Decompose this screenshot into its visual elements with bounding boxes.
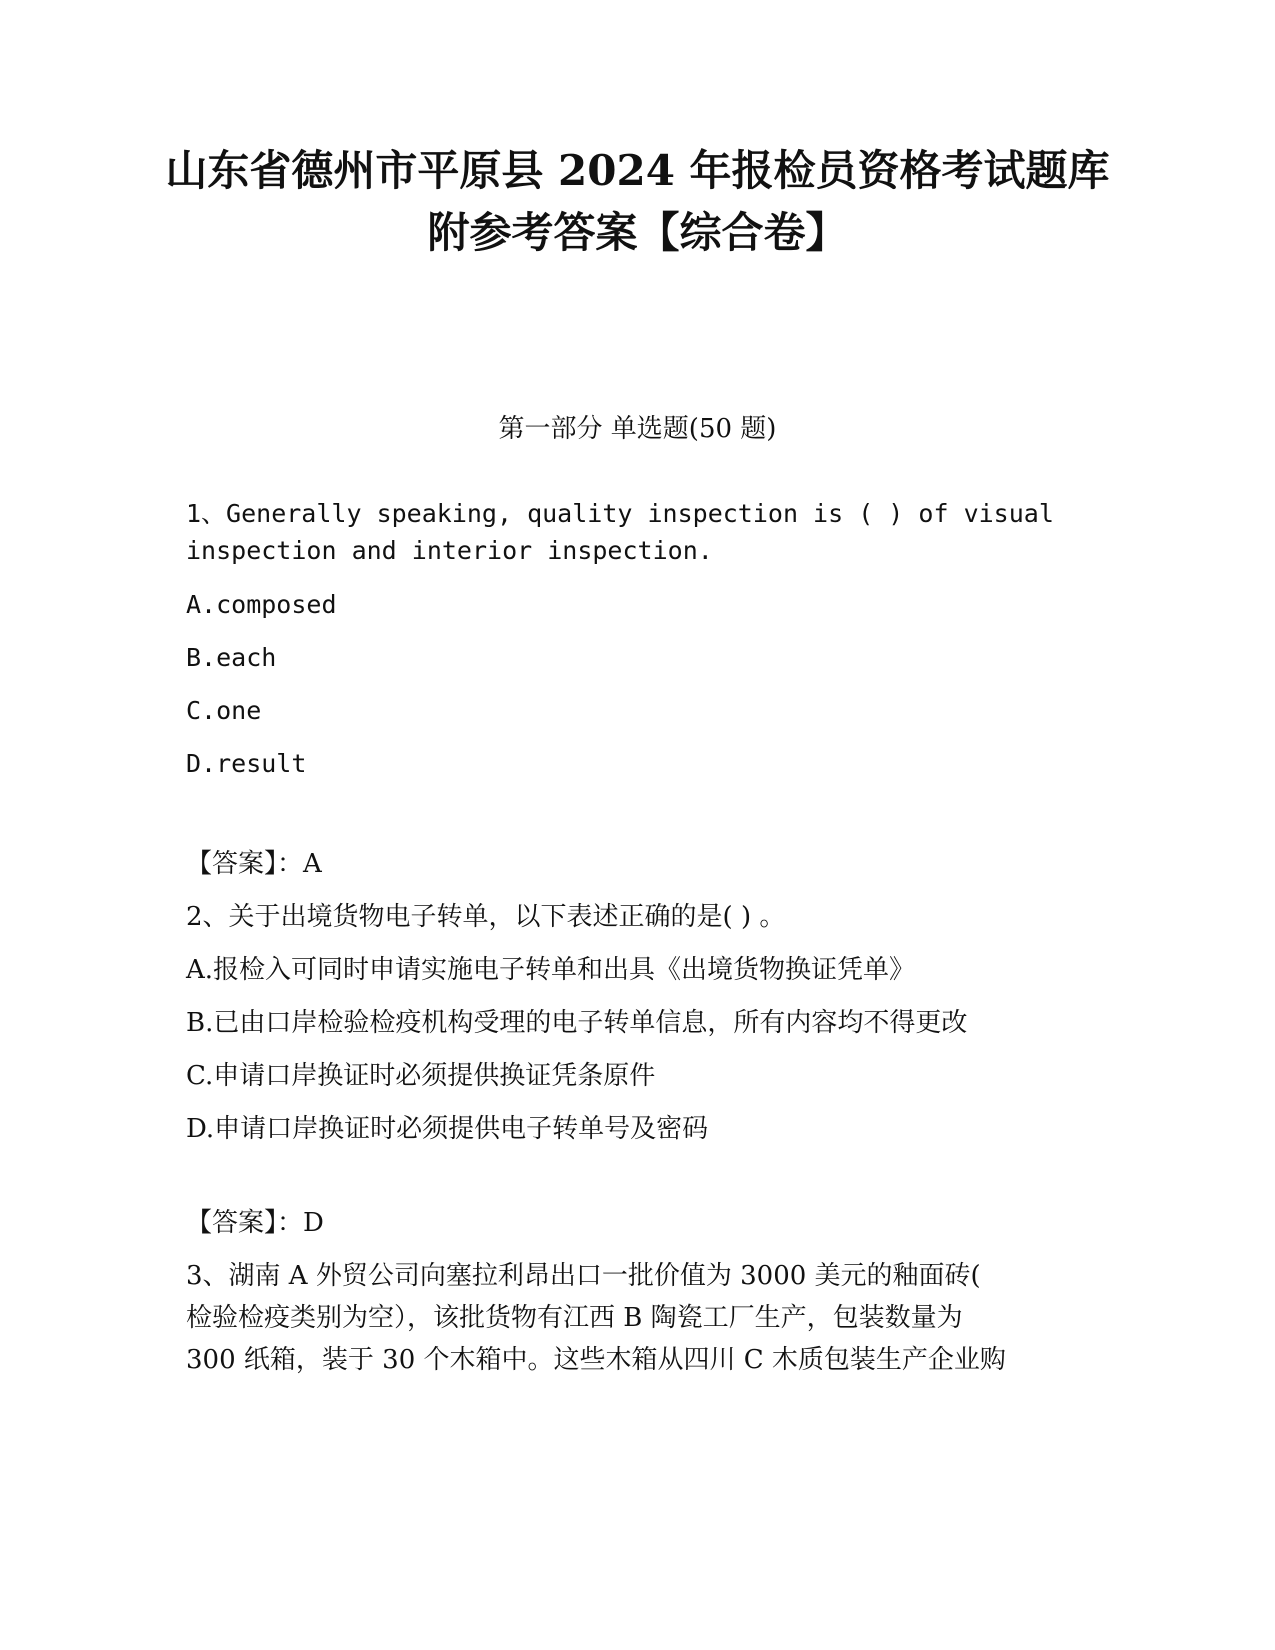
q2-answer: 【答案】：D	[186, 1208, 324, 1238]
q3-stem-line-3: 300 纸箱，装于 30 个木箱中。这些木箱从四川 C 木质包装生产企业购	[186, 1345, 1006, 1375]
q1-option-a: A.composed	[186, 590, 337, 619]
q1-stem-line-2: inspection and interior inspection.	[186, 536, 713, 565]
q3-stem-line-1: 3、湖南 A 外贸公司向塞拉利昂出口一批价值为 3000 美元的釉面砖(	[186, 1261, 981, 1291]
q1-option-d: D.result	[186, 749, 307, 778]
section-heading: 第一部分 单选题(50 题)	[498, 414, 777, 444]
q2-option-d: D.申请口岸换证时必须提供电子转单号及密码	[186, 1114, 709, 1144]
q1-stem-line-1: 1、Generally speaking, quality inspection is ( ) of visual	[186, 499, 1054, 528]
q2-stem: 2、关于出境货物电子转单，以下表述正确的是( ) 。	[186, 902, 786, 932]
q1-option-b: B.each	[186, 643, 277, 672]
title-line-1: 山东省德州市平原县 2024 年报检员资格考试题库	[165, 146, 1110, 195]
q3-stem-line-2: 检验检疫类别为空），该批货物有江西 B 陶瓷工厂生产，包装数量为	[186, 1303, 963, 1333]
q2-option-a: A.报检入可同时申请实施电子转单和出具《出境货物换证凭单》	[186, 955, 916, 985]
q2-option-c: C.申请口岸换证时必须提供换证凭条原件	[186, 1061, 656, 1091]
q1-option-c: C.one	[186, 696, 262, 725]
title-line-2: 附参考答案【综合卷】	[427, 208, 848, 257]
document-title	[150, 140, 1125, 264]
q1-answer: 【答案】：A	[186, 849, 322, 879]
q2-option-b: B.已由口岸检验检疫机构受理的电子转单信息，所有内容均不得更改	[186, 1008, 968, 1038]
